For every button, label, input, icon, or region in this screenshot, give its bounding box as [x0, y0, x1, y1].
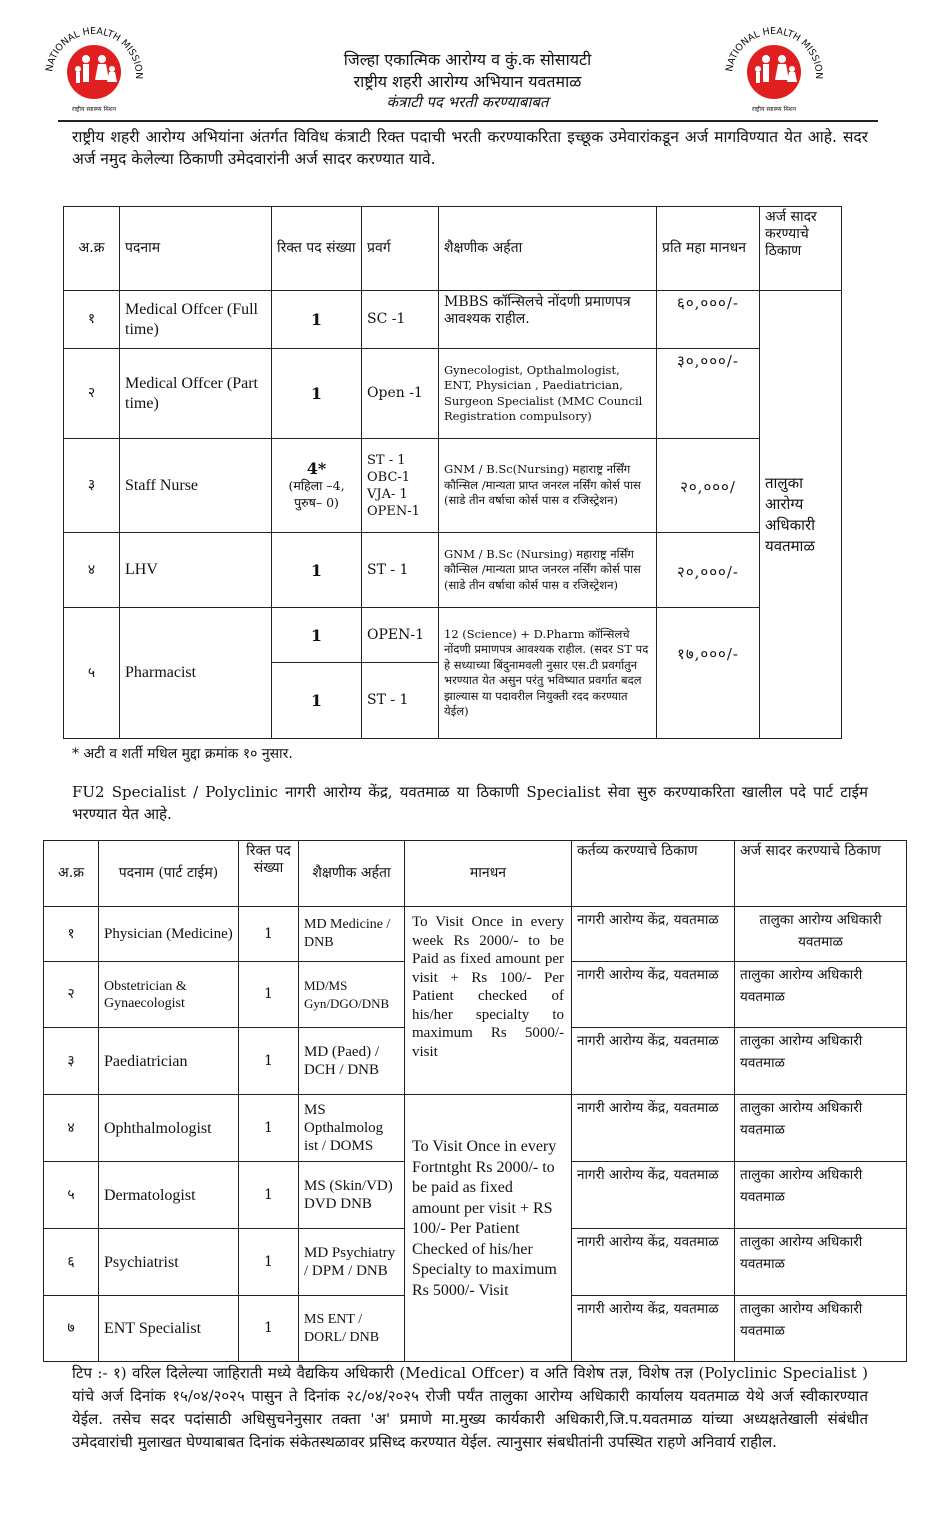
col-pay: प्रति महा मानधन	[657, 207, 760, 291]
svg-text:राष्ट्रीय स्वास्थ्य मिशन: राष्ट्रीय स्वास्थ्य मिशन	[71, 106, 117, 113]
specialist-table	[43, 840, 907, 1362]
col-duty-place: कर्तव्य करण्याचे ठिकाण	[572, 841, 735, 907]
pay-weekly: To Visit Once in every week Rs 2000/- to be Paid as fixed amount per visit + Rs 100/- Per Patient checked of his/her specialty to maximum Rs 5000/- visit	[405, 907, 572, 1095]
table-row: ५ Pharmacist 1 OPEN-1 12 (Science) + D.Pharm कॉन्सिलचे नोंदणी प्रमाणपत्र आवश्यक राहील. (सदर ST पद हे सध्याच्या बिंदुनामवली नुसार एस.टी प्रवर्गातुन भरण्यात येत असुन परंतु भविष्यात प्रवर्गात बदल झाल्यास या पदावरील नियुक्ती रदद करण्यात येईल) १७,०००/-	[64, 608, 842, 663]
col-category: प्रवर्ग	[362, 207, 439, 291]
col-post: पदनाम (पार्ट टाईम)	[99, 841, 239, 907]
col-place: अर्ज सादर करण्याचे ठिकाण	[760, 207, 842, 291]
table-header-row	[44, 841, 907, 907]
nhm-logo-left	[38, 14, 150, 114]
header-subject: कंत्राटी पद भरती करण्याबाबत	[386, 93, 549, 111]
svg-text:NATIONAL HEALTH MISSION: NATIONAL HEALTH MISSION	[724, 25, 825, 80]
table-row: 1 ST - 1	[64, 663, 842, 739]
tip-note: टिप :- १) वरिल दिलेल्या जाहिराती मध्ये वैद्यकिय अधिकारी (Medical Offcer) व अति विशेष तज्ञ, विशेष तज्ञ (Polyclinic Specialist ) यांचे अर्ज दिनांक १५/०४/२०२५ पासुन ते दिनांक २८/०४/२०२५ रोजी पर्यंत तालुका आरोग्य अधिकारी कार्यालय यवतमाळ येथे अर्ज स्वीकारण्यात येईल. तसेच सदर पदांसाठी अधिसुचनेनुसार तक्ता 'अ' प्रमाणे मा.मुख्य कार्यकारी अधिकारी,जि.प.यवतमाळ यांच्या अध्यक्षतेखाली संबंधीत उमेदवारांची मुलाखत घेण्याबाबत दिनांक संकेतस्थळावर प्रसिध्द करण्यात येईल. त्यानुसार संबधीतांनी उपस्थित राहणे अनिवार्य राहील.	[72, 1364, 868, 1451]
table-row: १ Physician (Medicine) 1 MD Medicine / DNB To Visit Once in every week Rs 2000/- to be Paid as fixed amount per visit + Rs 100/- Per Patient checked of his/her specialty to maximum Rs 5000/- visit नागरी आरोग्य केंद्र, यवतमाळ तालुका आरोग्य अधिकारी यवतमाळ	[44, 907, 907, 962]
svg-text:राष्ट्रीय स्वास्थ्य मिशन: राष्ट्रीय स्वास्थ्य मिशन	[751, 106, 797, 113]
col-vacancy: रिक्त पद संख्या	[272, 207, 362, 291]
col-post: पदनाम	[120, 207, 272, 291]
header-org: जिल्हा एकात्मिक आरोग्य व कुं.क सोसायटी	[343, 50, 592, 69]
footnote: * अटी व शर्ती मधिल मुद्दा क्रमांक १० नुसार.	[72, 746, 293, 762]
col-qualification: शैक्षणीक अर्हता	[439, 207, 657, 291]
table-row: ५ Dermatologist 1 MS (Skin/VD) DVD DNB नागरी आरोग्य केंद्र, यवतमाळ तालुका आरोग्य अधिकारी यवतमाळ	[44, 1162, 907, 1229]
table-row: ४ LHV 1 ST - 1 GNM / B.Sc (Nursing) महाराष्ट्र नर्सिंग कौन्सिल /मान्यता प्राप्त जनरल नर्सिंग कोर्स पास (साडे तीन वर्षाचा कोर्स पास व रजिस्ट्रेशन) २०,०००/-	[64, 533, 842, 608]
apply-place: तालुका आरोग्य अधिकारी यवतमाळ	[760, 291, 842, 739]
col-vacancy: रिक्त पद संख्या	[239, 841, 299, 907]
intro-paragraph: राष्ट्रीय शहरी आरोग्य अभियांना अंतर्गत विविध कंत्राटी रिक्त पदाची भरती करण्याकरिता इच्छूक उमेवारांकडून अर्ज मागविण्यात येत आहे. सदर अर्ज नमुद केलेल्या ठिकाणी उमेदवारांनी अर्ज सादर करण्यात यावे.	[72, 128, 868, 168]
table-row: २ Obstetrician & Gynaecologist 1 MD/MS Gyn/DGO/DNB नागरी आरोग्य केंद्र, यवतमाळ तालुका आरोग्य अधिकारी यवतमाळ	[44, 962, 907, 1028]
table-row: ३ Paediatrician 1 MD (Paed) / DCH / DNB नागरी आरोग्य केंद्र, यवतमाळ तालुका आरोग्य अधिकारी यवतमाळ	[44, 1028, 907, 1095]
table-row: २ Medical Offcer (Part time) 1 Open -1 Gynecologist, Opthalmologist, ENT, Physician , Paediatrician, Surgeon Specialist (MMC Council Registration compulsory) ३०,०००/-	[64, 349, 842, 439]
table-header-row	[64, 207, 842, 291]
col-sr: अ.क्र	[44, 841, 99, 907]
vacancy-table	[63, 206, 842, 739]
table-row: ७ ENT Specialist 1 MS ENT / DORL/ DNB नागरी आरोग्य केंद्र, यवतमाळ तालुका आरोग्य अधिकारी यवतमाळ	[44, 1296, 907, 1362]
table-row: १ Medical Offcer (Full time) 1 SC -1 MBBS कॉन्सिलचे नोंदणी प्रमाणपत्र आवश्यक राहील. ६०,०००/- तालुका आरोग्य अधिकारी यवतमाळ	[64, 291, 842, 349]
col-apply-place: अर्ज सादर करण्याचे ठिकाण	[735, 841, 907, 907]
specialist-intro: FU2 Specialist / Polyclinic नागरी आरोग्य केंद्र, यवतमाळ या ठिकाणी Specialist सेवा सुरु करण्याकरिता खालील पदे पार्ट टाईम भरण्यात येत आहे.	[72, 783, 868, 823]
header-mission: राष्ट्रीय शहरी आरोग्य अभियान यवतमाळ	[353, 72, 582, 91]
pay-fortnight: To Visit Once in every Fortntght Rs 2000/- to be paid as fixed amount per visit + RS 100/- Per Patient Checked of his/her Specialty to maximum Rs 5000/- Visit	[405, 1095, 572, 1362]
header-divider	[58, 120, 878, 122]
col-pay: मानधन	[405, 841, 572, 907]
table-row: ६ Psychiatrist 1 MD Psychiatry / DPM / DNB नागरी आरोग्य केंद्र, यवतमाळ तालुका आरोग्य अधिकारी यवतमाळ	[44, 1229, 907, 1296]
table-row: ४ Ophthalmologist 1 MS Opthalmolog ist / DOMS To Visit Once in every Fortntght Rs 2000/- to be paid as fixed amount per visit + RS 100/- Per Patient Checked of his/her Specialty to maximum Rs 5000/- Visit नागरी आरोग्य केंद्र, यवतमाळ तालुका आरोग्य अधिकारी यवतमाळ	[44, 1095, 907, 1162]
logo-arc-text: NATIONAL HEALTH MISSION	[44, 25, 145, 80]
table-row: ३ Staff Nurse 4* (महिला –4, पुरुष– 0) ST - 1 OBC-1 VJA- 1 OPEN-1 GNM / B.Sc(Nursing) महाराष्ट्र नर्सिंग कौन्सिल /मान्यता प्राप्त जनरल नर्सिंग कोर्स पास (साडे तीन वर्षाचा कोर्स पास व रजिस्ट्रेशन) २०,०००/	[64, 439, 842, 533]
col-qualification: शैक्षणीक अर्हता	[299, 841, 405, 907]
col-sr: अ.क्र	[64, 207, 120, 291]
